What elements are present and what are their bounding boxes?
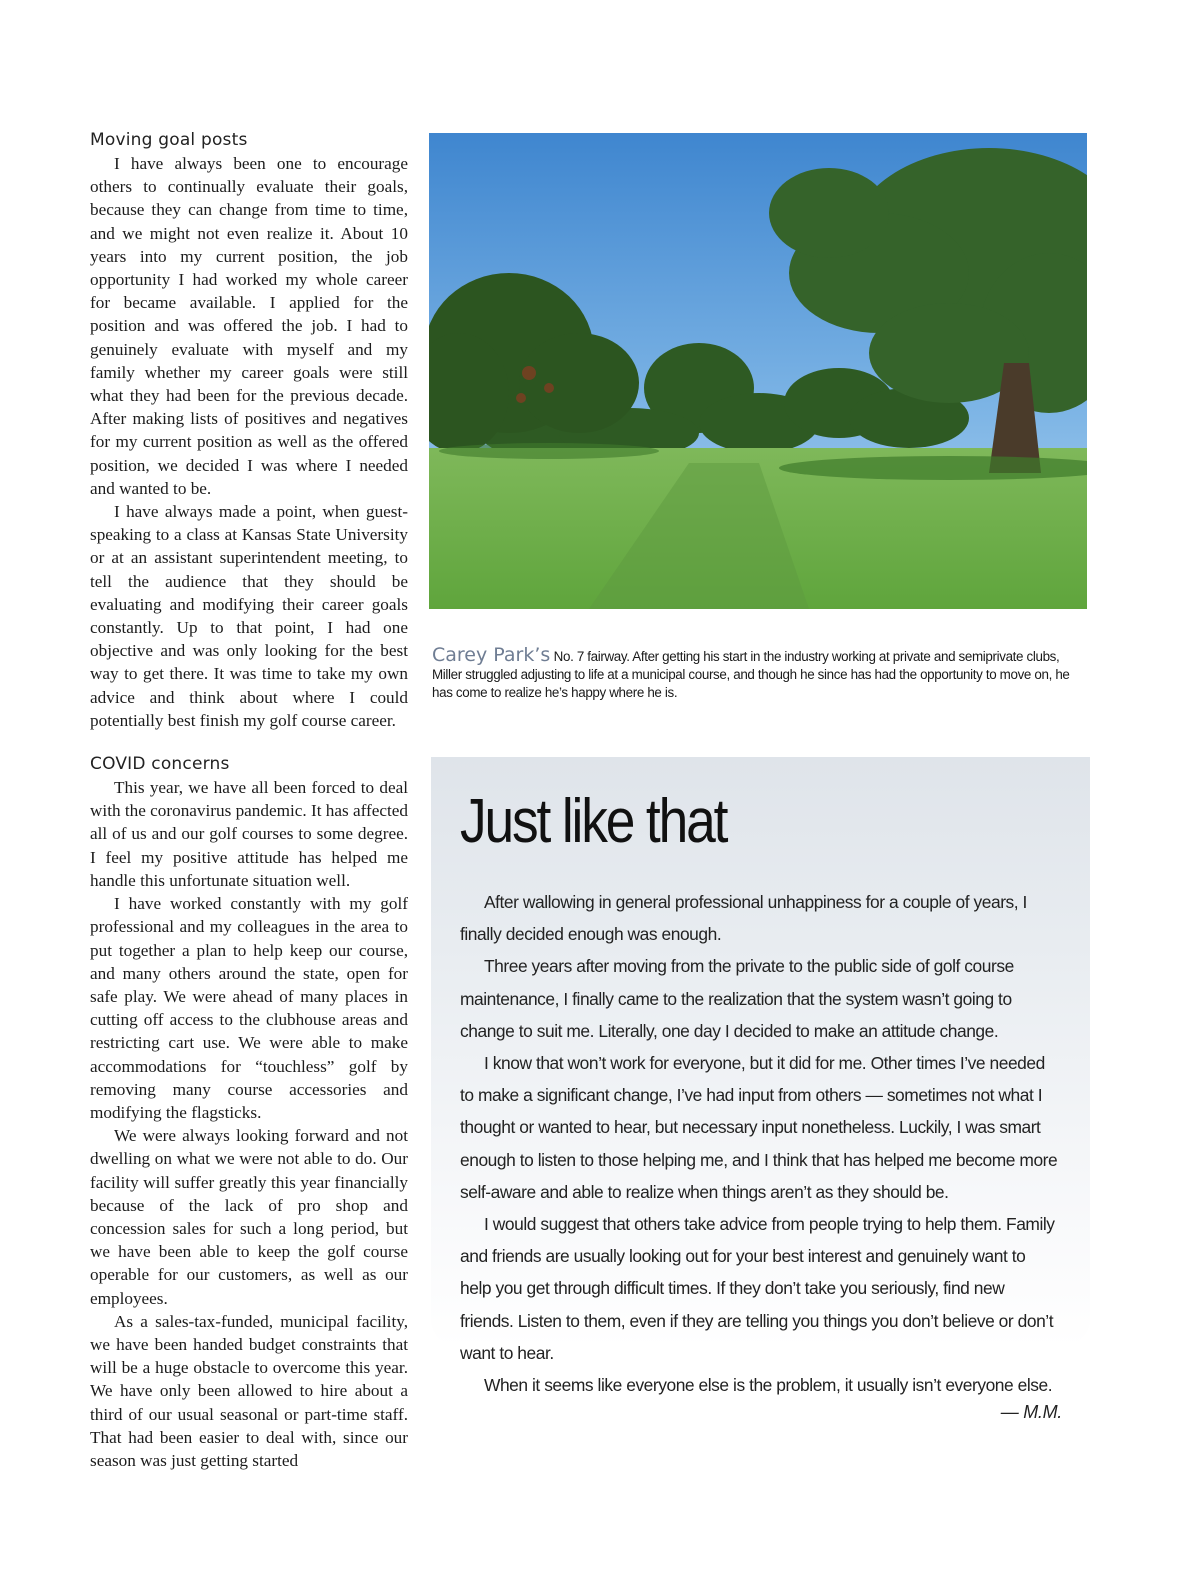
photo-caption [432, 646, 1088, 702]
body-paragraph: I have worked constantly with my golf professional and my colleagues in the area to put together a plan to help keep our course, and many others around the state, open for safe play. We were ahead of many places in cutting off access to the clubhouse areas and restricting cart use. We were able to make accommodations for “touchless” golf by removing many course accessories and modifying the flagsticks. [90, 894, 408, 1122]
body-paragraph: We were always looking forward and not dwelling on what we were not able to do. Our facility will suffer greatly this year financially because of the lack of pro shop and concession sales for such a long period, but we have been able to keep the golf course operable for our customers, as well as our employees. [90, 1126, 408, 1308]
sidebar-paragraph: I would suggest that others take advice from people trying to help them. Family and friends are usually looking out for your best interest and genuinely want to help you get through difficult times. If they don’t take you seriously, find new friends. Listen to them, even if they are telling you things you don’t believe or don’t want to hear. [460, 1214, 1055, 1363]
body-paragraph: I have always made a point, when guest-speaking to a class at Kansas State University or at an assistant superintendent meeting, to tell the audience that they should be evaluating and modifying their career goals constantly. Up to that point, I had one objective and was only looking for the best way to get there. It was time to take my own advice and think about where I could potentially best finish my golf course career. [90, 502, 408, 730]
body-paragraph: I have always been one to encourage others to continually evaluate their goals, because they can change from time to time, and we might not even realize it. About 10 years into my current position, the job opportunity I had worked my whole career for became available. I applied for the position and was offered the job. I had to genuinely evaluate with myself and my family whether my career goals were still what they had been for the previous decade. After making lists of positives and negatives for my current position as well as the offered position, we decided I was where I needed and wanted to be. [90, 154, 408, 498]
sidebar-title: Just like that [460, 787, 727, 856]
body-paragraph: As a sales-tax-funded, municipal facility, we have been handed budget constraints that will be a huge obstacle to overcome this year. We have only been allowed to hire about a third of our usual seasonal or part-time staff. That had been easier to deal with, since our season was just getting started [90, 1311, 408, 1470]
sidebar-paragraph: When it seems like everyone else is the problem, it usually isn’t everyone else. [484, 1375, 1053, 1396]
body-paragraph: This year, we have all been forced to deal with the coronavirus pandemic. It has affected all of us and our golf courses to some degree. I feel my positive attitude has helped me handle this unfortunate situation well. [90, 778, 409, 890]
section-heading-covid-concerns: COVID concerns [90, 754, 230, 775]
section-heading-moving-goal-posts: Moving goal posts [90, 130, 248, 150]
left-column [90, 128, 408, 1472]
author-signature: — M.M. [1000, 1402, 1062, 1422]
caption-text: No. 7 fairway. After getting his start in the industry working at private and semiprivate clubs, Miller struggled adjusting to life at a municipal course, and though he since has had the opportunity to move on, he has come to realize he’s happy where he is. [432, 649, 1070, 700]
sidebar-body [460, 886, 1060, 1401]
golf-course-photo [429, 133, 1087, 609]
sidebar-paragraph: Three years after moving from the private to the public side of golf course maintenance, I finally came to the realization that the system wasn’t going to change to suit me. Literally, one day I decided to make an attitude change. [460, 956, 1014, 1041]
caption-lead: Carey Park’s [432, 644, 551, 666]
sidebar-paragraph: After wallowing in general professional unhappiness for a couple of years, I finally decided enough was enough. [460, 892, 1027, 945]
sidebar-paragraph: I know that won’t work for everyone, but it did for me. Other times I’ve needed to make a significant change, I’ve had input from others — sometimes not what I thought or wanted to hear, but necessary input nonetheless. Luckily, I was smart enough to listen to those helping me, and I think that has helped me become more self-aware and able to realize when things aren’t as they should be. [460, 1053, 1058, 1202]
